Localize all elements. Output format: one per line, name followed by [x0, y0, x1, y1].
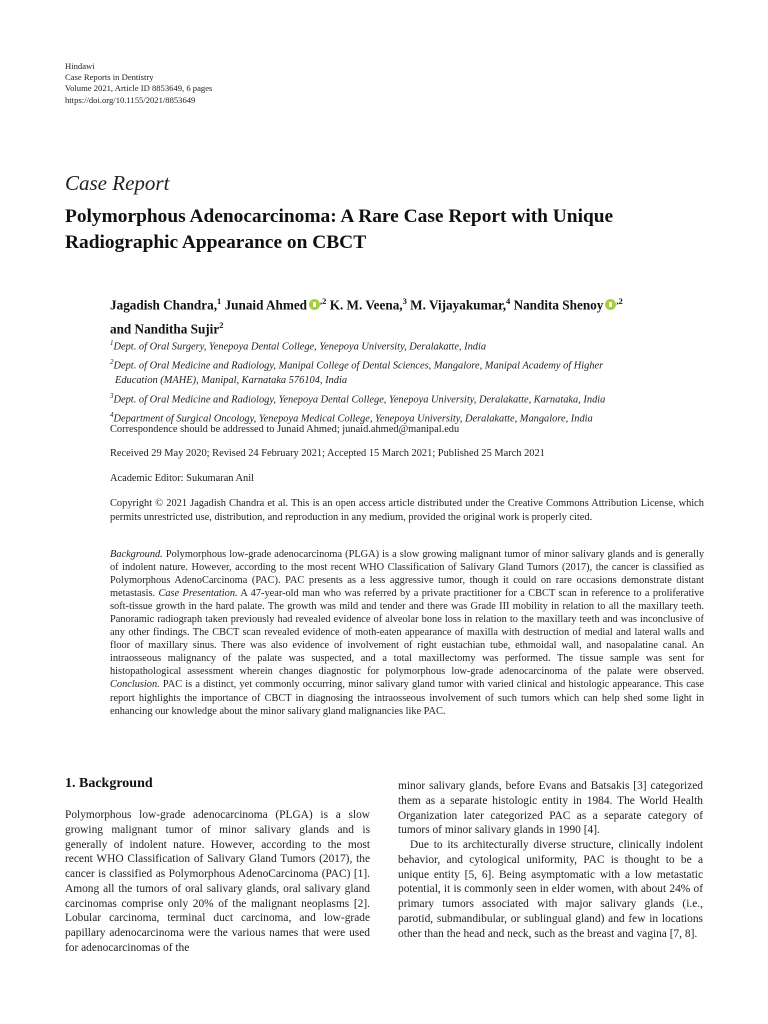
- author-name: Junaid Ahmed: [221, 297, 308, 313]
- author-name: M. Vijayakumar,: [406, 297, 507, 313]
- body-paragraph: Due to its architecturally diverse structure, clinically indolent behavior, and cytological uniformity, PAC is thought to be a unique entity [5, 6]. Being asymptomatic with a low metastatic potential, it is commonly seen in elder women, with about 24% of primary tumors associated with major salivary glands (i.e., parotid, submandibular, or sublingual gland) and few in locations other than the head and neck, such as the breast and vagina [7, 8].: [398, 839, 703, 940]
- author-name: K. M. Veena,: [326, 297, 403, 313]
- author-name: Nandita Shenoy: [510, 297, 604, 313]
- section-heading: 1. Background: [65, 776, 153, 791]
- author-affil-sup: ,2: [616, 296, 623, 306]
- affiliation-line: [110, 336, 730, 355]
- article-type: Case Report: [65, 171, 170, 195]
- body-paragraph: Polymorphous low-grade adenocarcinoma (PLGA) is a slow growing malignant tumor of minor salivary glands and is generally of indolent nature. However, according to the most recent WHO Classification of Salivary Gland Tumors (2017), the cancer is classified as Polymorphous AdenoCarcinoma (PAC) [1]. Among all the tumors of oral salivary glands, oral salivary gland carcinomas comprise only 20% of the malignant neoplasms [2]. Lobular carcinoma, terminal duct carcinoma, and low-grade papillary adenocarcinoma were the various names that were used for adenocarcinomas of the: [65, 809, 370, 954]
- author-affil-sup: 3: [402, 296, 407, 306]
- body-column-left: [65, 808, 370, 956]
- article-title: Polymorphous Adenocarcinoma: A Rare Case Report with Unique Radiographic Appearance on CBCT: [65, 206, 614, 253]
- affil-text: Education (MAHE), Manipal, Karnataka 576104, India: [115, 375, 348, 387]
- author-name: and Nanditha Sujir: [110, 321, 220, 337]
- abstract-background-label: Background.: [110, 549, 163, 560]
- correspondence: Correspondence should be addressed to Junaid Ahmed; junaid.ahmed@manipal.edu: [110, 424, 460, 435]
- author-affil-sup: 1: [217, 296, 222, 306]
- orcid-icon[interactable]: [605, 299, 616, 310]
- affiliation-line: [110, 374, 730, 389]
- affil-sup: 3: [110, 391, 114, 400]
- copyright-notice: Copyright © 2021 Jagadish Chandra et al. This is an open access article distributed under the Creative Commons Attribution License, which permits unrestricted use, distribution, and reproduction in any medium, provided the original work is properly cited.: [110, 498, 704, 523]
- affiliation-line: [110, 389, 730, 408]
- author-affil-sup: 4: [506, 296, 511, 306]
- body-column-right: [398, 779, 703, 941]
- author-affil-sup: 2: [219, 320, 224, 331]
- affil-text: Dept. of Oral Medicine and Radiology, Manipal College of Dental Sciences, Mangalore, Manipal Academy of Higher: [113, 360, 604, 372]
- affil-sup: 4: [110, 410, 114, 419]
- affil-text: Dept. of Oral Medicine and Radiology, Yenepoya Dental College, Yenepoya University, Deralakatte, Karnataka, India: [113, 394, 606, 406]
- abstract-background-text: Polymorphous low-grade adenocarcinoma (PLGA) is a slow growing malignant tumor of minor salivary glands and is generally of indolent nature. However, according to the most recent WHO Classification of Salivary Gland Tumors (2017), the cancer is classified as Polymorphous AdenoCarcinoma (PAC). PAC presents as a less aggressive tumor, though it could on rare occasions demonstrate distant metastasis.: [110, 549, 704, 600]
- journal-meta: [65, 61, 212, 106]
- affil-text: Department of Surgical Oncology, Yenepoya Medical College, Yenepoya University, Deralakatte, Mangalore, India: [113, 413, 593, 425]
- affil-sup: 2: [110, 358, 114, 367]
- doi-link[interactable]: https://doi.org/10.1155/2021/8853649: [65, 94, 196, 105]
- affiliation-line: [110, 355, 730, 374]
- author-affil-sup: ,2: [320, 296, 327, 306]
- volume-info: Volume 2021, Article ID 8853649, 6 pages: [65, 83, 213, 94]
- affil-sup: 1: [110, 339, 114, 347]
- journal-name: Case Reports in Dentistry: [65, 72, 154, 83]
- abstract-case-label: Case Presentation.: [158, 588, 238, 600]
- academic-editor: Academic Editor: Sukumaran Anil: [110, 473, 254, 484]
- abstract-conclusion-text: PAC is a distinct, yet commonly occurring, minor salivary gland tumor with varied clinical and histologic appearance. This case report highlights the importance of CBCT in diagnosing the intraosseous involvement of such tumors which can help shed some light in enhancing our knowledge about the minor salivary gland malignancies like PAC.: [110, 679, 704, 717]
- abstract: [110, 548, 704, 718]
- author-name: Jagadish Chandra,: [110, 297, 218, 313]
- body-paragraph: minor salivary glands, before Evans and Batsakis [3] categorized them as a separate histologic entity in 1984. The World Health Organization later categorized PAC as a separate category of tumors of minor salivary glands in 1990 [4].: [398, 780, 703, 837]
- affil-text: Dept. of Oral Surgery, Yenepoya Dental College, Yenepoya University, Deralakatte, India: [113, 341, 487, 353]
- abstract-case-text: A 47-year-old man who was referred by a private practitioner for a CBCT scan in reference to a proliferative soft-tissue growth in the hard palate. The growth was mild and tender and there was Grade III mobility in relation to all the maxillary teeth. Panoramic radiograph taken previously had revealed evidence of alveolar bone loss in relation to the maxillary teeth and was inconclusive of any other findings. The CBCT scan revealed evidence of moth-eaten appearance of maxilla with destruction of medial and lateral walls and floor of maxillary sinus. There was also evidence of involvement of right eustachian tube, ethmoidal wall, and nasopalatine canal. An intraosseous malignancy of the palate was suspected, and a total maxillectomy was performed. The tissue sample was sent for histopathological assessment wherein changes diagnostic for polymorphous low-grade adenocarcinoma of the palate were observed.: [110, 588, 704, 678]
- abstract-conclusion-label: Conclusion.: [110, 679, 160, 691]
- orcid-icon[interactable]: [309, 299, 320, 310]
- author-list: [110, 291, 730, 340]
- publisher-name: Hindawi: [65, 61, 95, 71]
- publication-dates: Received 29 May 2020; Revised 24 February 2021; Accepted 15 March 2021; Published 25 March 2021: [110, 448, 545, 459]
- affiliations: [110, 336, 730, 427]
